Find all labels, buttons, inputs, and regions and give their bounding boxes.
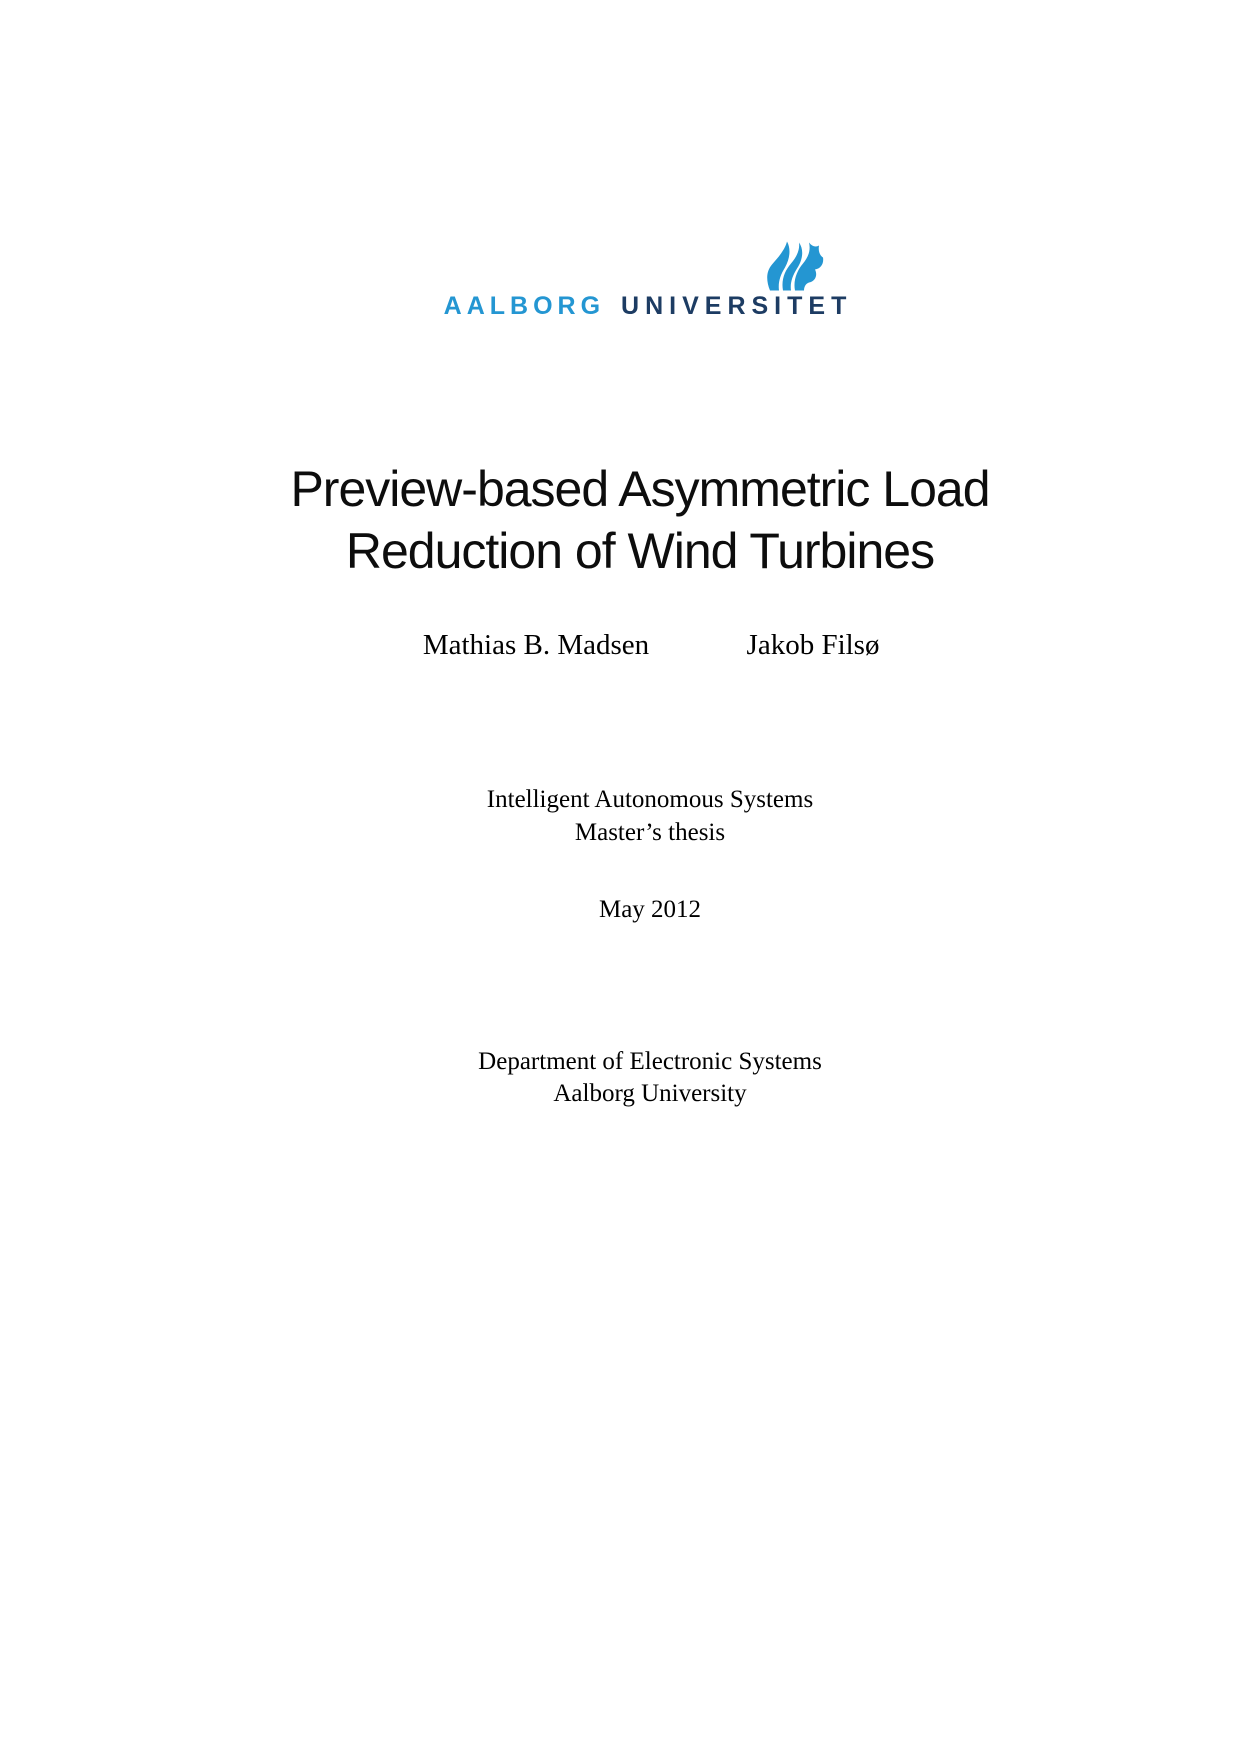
thesis-title — [290, 458, 989, 582]
author-name-madsen: Mathias B. Madsen — [422, 629, 650, 661]
institution-block — [478, 1046, 822, 1110]
logo-wordmark-universitet: UNIVERSITET — [621, 292, 853, 320]
thesis-type: Master’s thesis — [574, 819, 726, 846]
thesis-title-line2: Reduction of Wind Turbines — [345, 523, 935, 579]
university-name: Aalborg University — [553, 1080, 747, 1107]
logo-wordmark — [444, 293, 853, 319]
programme-block — [487, 783, 813, 849]
logo-wordmark-aalborg: AALBORG — [443, 292, 606, 320]
thesis-title-line1: Preview-based Asymmetric Load — [290, 461, 990, 517]
department-name: Department of Electronic Systems — [478, 1048, 822, 1075]
programme-name: Intelligent Autonomous Systems — [486, 786, 814, 813]
aau-waves-icon — [763, 240, 824, 291]
author-name-filso: Jakob Filsø — [746, 629, 880, 661]
publication-date: May 2012 — [598, 896, 702, 923]
